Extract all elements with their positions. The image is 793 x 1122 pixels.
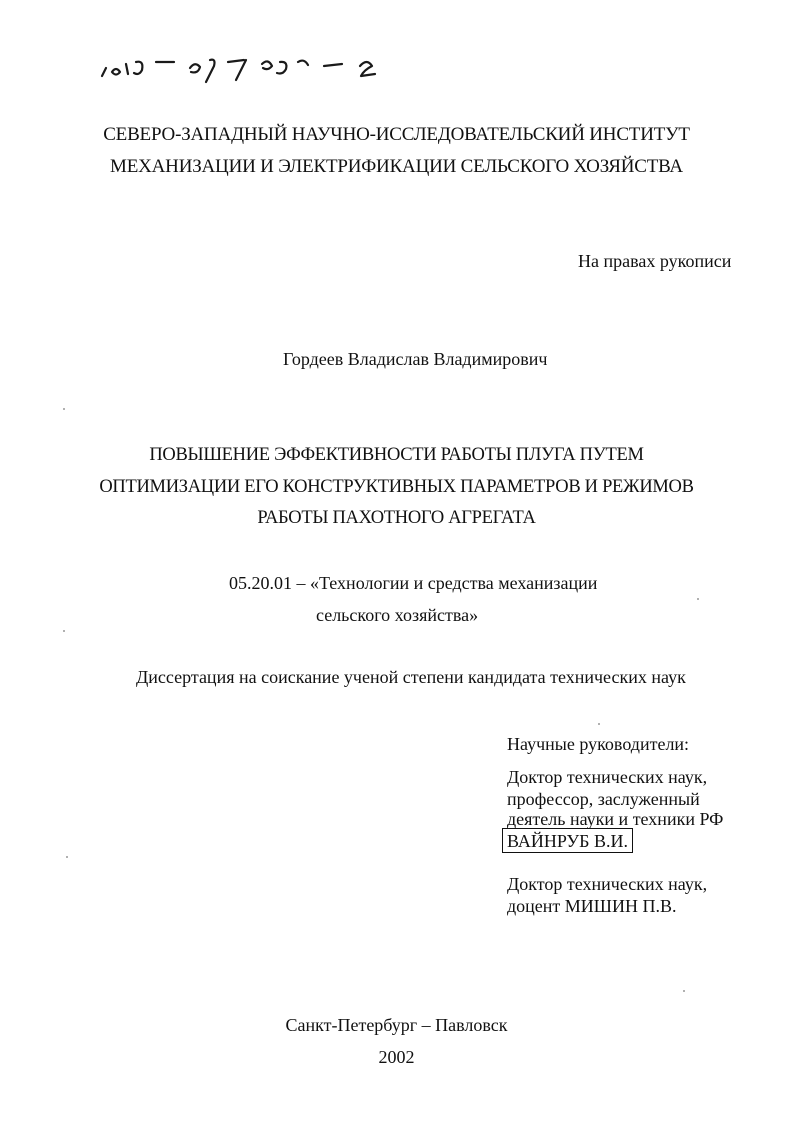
institute-name-line1: СЕВЕРО-ЗАПАДНЫЙ НАУЧНО-ИССЛЕДОВАТЕЛЬСКИЙ ИНСТИТУТ (103, 124, 690, 145)
scan-speck (63, 630, 65, 632)
author-name: Гордеев Владислав Владимирович (283, 349, 548, 369)
institute-name-line2: МЕХАНИЗАЦИИ И ЭЛЕКТРИФИКАЦИИ СЕЛЬСКОГО ХОЗЯЙСТВА (110, 156, 683, 177)
scan-speck (63, 408, 65, 410)
supervisor1-line3: деятель науки и техники РФ (507, 809, 724, 829)
scan-speck (697, 598, 699, 600)
supervisor1-line1: Доктор технических наук, (507, 767, 708, 787)
year: 2002 (378, 1047, 415, 1067)
scan-speck (66, 856, 68, 858)
degree-statement: Диссертация на соискание ученой степени кандидата технических наук (136, 667, 686, 687)
scan-speck (683, 990, 685, 992)
place: Санкт-Петербург – Павловск (285, 1015, 508, 1035)
rights-note: На правах рукописи (578, 251, 732, 271)
supervisors-heading: Научные руководители: (507, 734, 690, 754)
supervisor2-line2: доцент МИШИН П.В. (507, 896, 677, 916)
handwritten-archive-code (98, 50, 408, 90)
specialty-line2: сельского хозяйства» (316, 605, 479, 625)
thesis-title-line2: ОПТИМИЗАЦИИ ЕГО КОНСТРУКТИВНЫХ ПАРАМЕТРОВ И РЕЖИМОВ (99, 477, 694, 497)
supervisor1-name-box: ВАЙНРУБ В.И. (502, 828, 633, 853)
supervisor2-line1: Доктор технических наук, (507, 874, 708, 894)
supervisor1-line2: профессор, заслуженный (507, 789, 700, 809)
thesis-title-line1: ПОВЫШЕНИЕ ЭФФЕКТИВНОСТИ РАБОТЫ ПЛУГА ПУТЕМ (149, 445, 644, 465)
specialty-line1: 05.20.01 – «Технологии и средства механизации (229, 573, 598, 593)
thesis-title-line3: РАБОТЫ ПАХОТНОГО АГРЕГАТА (257, 508, 536, 528)
scan-speck (598, 723, 600, 725)
